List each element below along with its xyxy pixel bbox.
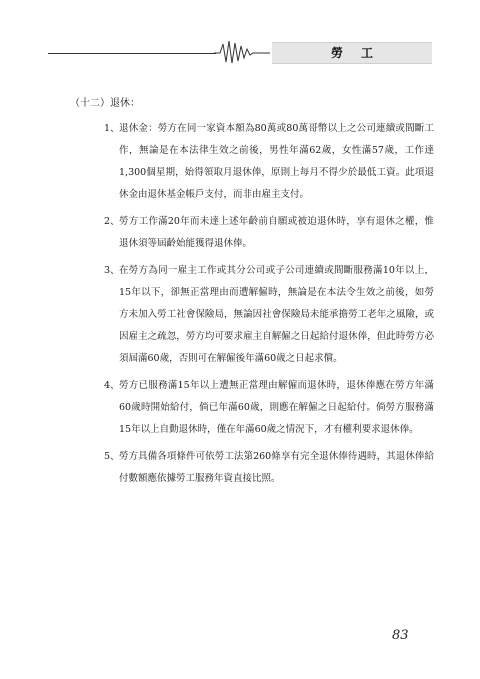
- item-text: 退休金：勞方在同一家資本額為80萬或80萬哥幣以上之公司連續或間斷工作，無論是在本法律生效之前後，男性年滿62歲，女性滿57歲，工作達1,300個星期，始得領取月退休俸，原則上每月不得少於最低工資。此項退休金由退休基金帳戶支付，而非由雇主支付。: [119, 123, 434, 200]
- item-text: 勞方具備各項條件可依勞工法第260條享有完全退休俸待遇時，其退休俸給付數額應依據勞工服務年資直接比照。: [119, 451, 434, 484]
- chapter-title: 勞工: [272, 42, 432, 64]
- section-title: （十二）退休：: [70, 98, 140, 109]
- item-number: 1、: [104, 123, 120, 134]
- list-item: [104, 375, 434, 441]
- list-item: [104, 211, 434, 255]
- item-number: 5、: [104, 451, 120, 462]
- page-header: [0, 38, 480, 66]
- item-text: 在勞方為同一雇主工作或其分公司或子公司連續或間斷服務滿10年以上，15年以下，卻無正當理由而遭解僱時，無論是在本法令生效之前後，如勞方未加入勞工社會保險局，無論因社會保險局未能承擔勞工老年之風險，或因雇主之疏忽，勞方均可要求雇主自解僱之日起給付退休俸，但此時勞方必須屆滿60歲，否則可在解僱後年滿60歲之日起求償。: [119, 265, 434, 364]
- item-text: 勞方工作滿20年而未達上述年齡前自願或被迫退休時，享有退休之權，惟退休須等屆齡始能獲得退休俸。: [119, 216, 434, 249]
- list-item: [104, 446, 434, 490]
- list-item: [104, 118, 434, 206]
- page-number: 83: [392, 628, 409, 643]
- list-item: [104, 260, 434, 370]
- item-number: 3、: [104, 265, 120, 276]
- item-number: 4、: [104, 380, 120, 391]
- retirement-items-list: [104, 118, 434, 495]
- heartbeat-wave-icon: [214, 38, 270, 66]
- item-number: 2、: [104, 216, 120, 227]
- header-rule: [48, 53, 216, 54]
- item-text: 勞方已服務滿15年以上遭無正當理由解僱而退休時，退休俸應在勞方年滿60歲時開始給付，倘已年滿60歲，則應在解僱之日起給付。倘勞方服務滿15年以上自動退休時，僅在年滿60歲之情況下，才有權利要求退休俸。: [119, 380, 434, 435]
